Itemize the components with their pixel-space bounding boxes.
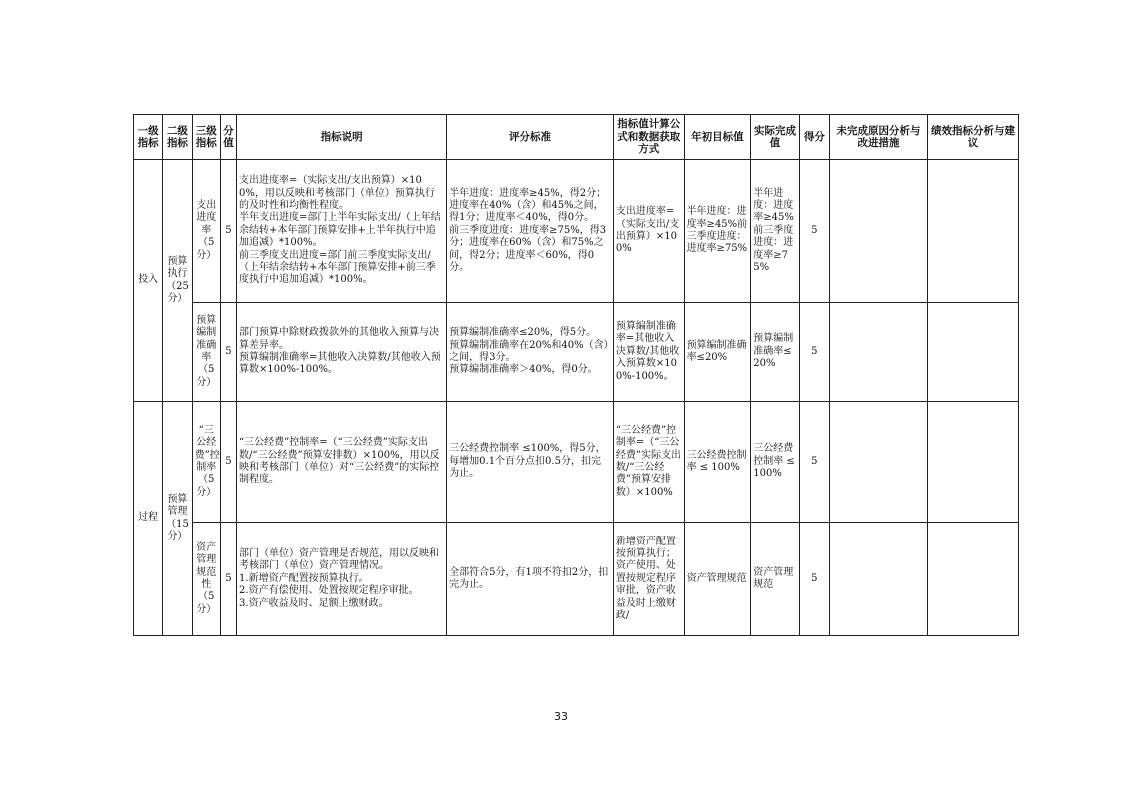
formula-text: 新增资产配置按预算执行；资产使用、处置按规定程序审批，资产收益及时上缴财政/ <box>615 535 676 622</box>
standard-line: 半年进度：进度率≥45%，得2分；进度率在40%（含）和45%之间，得1分；进度率＜40%，得0分。 <box>449 187 607 224</box>
page-number: 33 <box>554 710 568 723</box>
standard-line: 全部符合5分，有1项不符扣2分，扣完为止。 <box>449 566 609 590</box>
level3-cell: 预算编制准确率（5分） <box>192 303 220 402</box>
header-reason: 未完成原因分析与改进措施 <box>830 115 928 160</box>
level1-cell: 过程 <box>134 402 163 636</box>
description-cell <box>237 402 447 523</box>
actual-cell: 三公经费控制率 ≤ 100% <box>751 402 799 523</box>
actual-cell: 半年进度：进度率≥45%前三季度进度：进度率≥75% <box>751 160 799 303</box>
description-line: 前三季度支出进度=部门前三季度实际支出/（上年结余结转+本年部门预算安排+前三季度执行中追加追减）*100%。 <box>239 249 436 286</box>
description-line: 支出进度率=（实际支出/支出预算）×100%，用以反映和考核部门（单位）预算执行的及时性和均衡性程度。 <box>239 175 435 211</box>
header-actual: 实际完成值 <box>751 115 799 160</box>
description-line: 部门预算中除财政拨款外的其他收入预算与决算差异率。 <box>239 327 440 351</box>
level2-cell: 预算管理（15分） <box>163 402 192 636</box>
header-target: 年初目标值 <box>684 115 751 160</box>
header-formula: 指标值计算公式和数据获取方式 <box>613 115 684 160</box>
formula-cell: 支出进度率=（实际支出/支出预算）×100% <box>613 160 684 303</box>
analysis-cell <box>928 523 1019 636</box>
reason-cell <box>830 303 928 402</box>
reason-cell <box>830 523 928 636</box>
actual-cell: 资产管理规范 <box>751 523 799 636</box>
standard-cell <box>447 402 614 523</box>
level2-cell: 预算执行（25分） <box>163 160 192 402</box>
reason-cell <box>830 160 928 303</box>
score-value-cell: 5 <box>220 303 236 402</box>
formula-cell: “三公经费”控制率=（“三公经费”实际支出数/“三公经费”预算安排数）×100% <box>613 402 684 523</box>
score-value-cell: 5 <box>220 160 236 303</box>
description-line: 部门（单位）资产管理是否规范，用以反映和考核部门（单位）资产管理情况。 <box>239 547 440 572</box>
standard-line: 三公经费控制率 ≤100%，得5分，每增加0.1个百分点扣0.5分，扣完为止。 <box>449 443 606 480</box>
description-cell <box>237 303 447 402</box>
level3-cell: 支出进度率（5分） <box>192 160 220 303</box>
header-analysis: 绩效指标分析与建议 <box>928 115 1019 160</box>
score-value-cell: 5 <box>220 523 236 636</box>
analysis-cell <box>928 303 1019 402</box>
target-cell: 三公经费控制率 ≤ 100% <box>684 402 751 523</box>
standard-cell <box>447 523 614 636</box>
standard-line: 预算编制准确率在20%和40%（含）之间，得3分。 <box>449 339 609 363</box>
header-row <box>134 115 1019 160</box>
standard-line: 预算编制准确率＞40%，得0分。 <box>449 364 598 376</box>
reason-cell <box>830 402 928 523</box>
standard-line: 预算编制准确率≤20%，得5分。 <box>449 327 597 339</box>
header-standard: 评分标准 <box>447 115 614 160</box>
header-score-value: 分值 <box>220 115 236 160</box>
target-cell: 预算编制准确率≤20% <box>684 303 751 402</box>
standard-cell <box>447 160 614 303</box>
analysis-cell <box>928 402 1019 523</box>
score-cell: 5 <box>799 303 829 402</box>
score-cell: 5 <box>799 160 829 303</box>
score-cell: 5 <box>799 523 829 636</box>
target-cell: 资产管理规范 <box>684 523 751 636</box>
description-cell <box>237 160 447 303</box>
analysis-cell <box>928 160 1019 303</box>
description-line: 2.资产有偿使用、处置按规定程序审批。 <box>239 585 419 597</box>
description-line: 1.新增资产配置按预算执行。 <box>239 572 369 584</box>
table-row <box>134 523 1019 636</box>
target-cell: 半年进度：进度率≥45%前三季度进度：进度率≥75% <box>684 160 751 303</box>
actual-cell: 预算编制准确率≤20% <box>751 303 799 402</box>
performance-table <box>133 114 1019 636</box>
level3-cell: “三公经费”控制率（5分） <box>192 402 220 523</box>
table-row <box>134 303 1019 402</box>
level1-cell: 投入 <box>134 160 163 402</box>
description-line: 预算编制准确率=其他收入决算数/其他收入预算数×100%-100%。 <box>239 352 441 376</box>
table-row <box>134 160 1019 303</box>
table-row <box>134 402 1019 523</box>
description-line: “三公经费”控制率=（“三公经费”实际支出数/“三公经费”预算安排数）×100%，用以反映和考核部门（单位）对“三公经费”的实际控制程度。 <box>239 437 440 486</box>
formula-cell: 预算编制准确率=其他收入决算数/其他收入预算数×100%-100%。 <box>613 303 684 402</box>
description-line: 3.资产收益及时、足额上缴财政。 <box>239 597 389 609</box>
description-line: 半年支出进度=部门上半年实际支出/（上年结余结转+本年部门预算安排+上半年执行中追加追减）*100%。 <box>239 212 441 249</box>
header-level1: 一级指标 <box>134 115 163 160</box>
score-cell: 5 <box>799 402 829 523</box>
standard-line: 前三季度进度：进度率≥75%，得3分；进度率在60%（含）和75%之间，得2分；进度率＜60%，得0分。 <box>449 224 607 274</box>
header-score: 得分 <box>799 115 829 160</box>
description-cell <box>237 523 447 636</box>
formula-cell <box>613 523 684 636</box>
standard-cell <box>447 303 614 402</box>
header-level2: 二级指标 <box>163 115 192 160</box>
header-description: 指标说明 <box>237 115 447 160</box>
level3-cell: 资产管理规范性（5分） <box>192 523 220 636</box>
header-level3: 三级指标 <box>192 115 220 160</box>
score-value-cell: 5 <box>220 402 236 523</box>
